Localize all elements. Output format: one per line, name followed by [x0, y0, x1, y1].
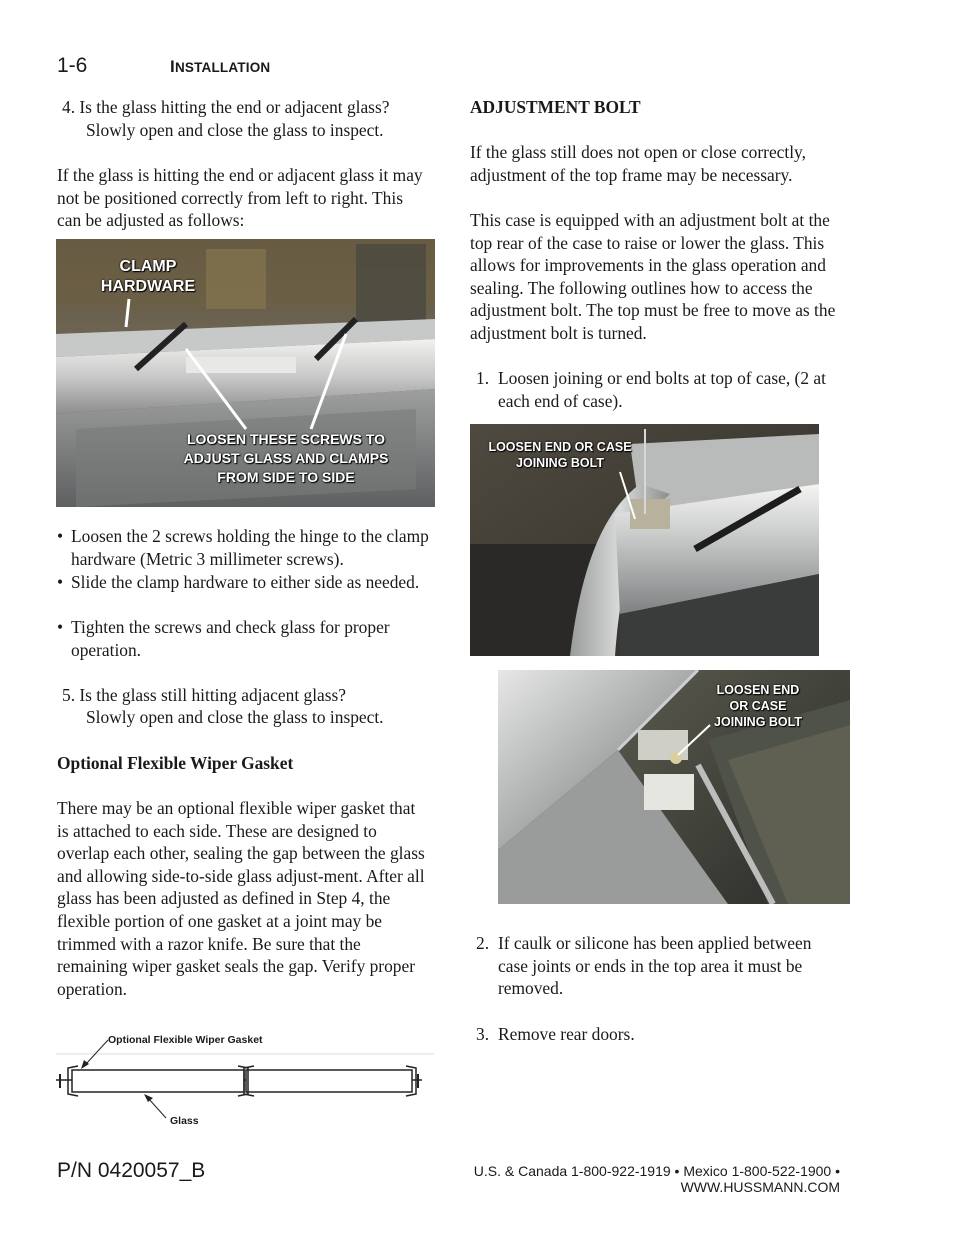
- list-item: [57, 571, 437, 594]
- joining-bolt-label-1: LOOSEN END OR CASE JOINING BOLT: [488, 440, 632, 470]
- bullet-text: Tighten the screws and check glass for proper operation.: [71, 617, 390, 660]
- bullet-text: Slide the clamp hardware to either side as needed.: [71, 572, 420, 592]
- wiper-gasket-heading: Optional Flexible Wiper Gasket: [57, 753, 294, 773]
- step-2-text: If caulk or silicone has been applied between case joints or ends in the top area it must be removed.: [498, 933, 812, 999]
- list-item: [57, 525, 437, 570]
- step-5-question: 5. Is the glass still hitting adjacent glass?: [62, 685, 346, 705]
- adjustment-intro-paragraph: If the glass still does not open or close correctly, adjustment of the top frame may be necessary.: [470, 142, 806, 185]
- list-item: [57, 616, 437, 661]
- step-3-number: 3.: [476, 1024, 490, 1044]
- bullet-icon: •: [57, 617, 64, 637]
- adjustment-bolt-heading: ADJUSTMENT BOLT: [470, 97, 641, 117]
- glass-position-paragraph: If the glass is hitting the end or adjacent glass it may not be positioned correctly from left to right. This can be adjusted as follows:: [57, 165, 423, 231]
- step-1-number: 1.: [476, 368, 490, 388]
- step-4-instruction: Slowly open and close the glass to inspect.: [86, 120, 384, 140]
- step-3-text: Remove rear doors.: [498, 1024, 635, 1044]
- section-title: [170, 57, 270, 77]
- page-number: 1-6: [57, 54, 88, 77]
- bullet-text: Loosen the 2 screws holding the hinge to the clamp hardware (Metric 3 millimeter screws).: [71, 526, 429, 569]
- step-1-text: Loosen joining or end bolts at top of case, (2 at each end of case).: [498, 368, 826, 411]
- joining-bolt-photo-1: [470, 424, 819, 656]
- contact-info: U.S. & Canada 1-800-922-1919 • Mexico 1-800-522-1900 • WWW.HUSSMANN.COM: [473, 1163, 840, 1195]
- bullet-icon: •: [57, 572, 64, 592]
- bullet-icon: •: [57, 526, 64, 546]
- joining-bolt-photo-2: [498, 670, 850, 904]
- section-title-initial: I: [170, 57, 175, 76]
- diagram-label-wiper-gasket: Optional Flexible Wiper Gasket: [108, 1034, 263, 1046]
- part-number: P/N 0420057_B: [57, 1159, 206, 1182]
- section-title-rest: NSTALLATION: [174, 60, 271, 75]
- wiper-gasket-diagram: [56, 1030, 434, 1130]
- step-2-number: 2.: [476, 933, 490, 953]
- step-4-question: 4. Is the glass hitting the end or adjacent glass?: [62, 97, 390, 117]
- diagram-label-glass: Glass: [170, 1115, 199, 1127]
- clamp-hardware-photo: [56, 239, 435, 507]
- joining-bolt-label-2: LOOSEN END OR CASE JOINING BOLT: [714, 683, 802, 729]
- adjustment-bolt-paragraph: This case is equipped with an adjustment bolt at the top rear of the case to raise or lower the glass. This allows for improvements in the glass operation and sealing. The following outlines how to access the adjustment bolt. The top must be free to move as the adjustment bolt is turned.: [470, 210, 836, 343]
- wiper-gasket-paragraph: There may be an optional flexible wiper gasket that is attached to each side. These are designed to overlap each other, sealing the gap between the glass and allowing side-to-side glass adjust-ment. After all glass has been adjusted as defined in Step 4, the flexible portion of one gasket at a joint may be trimmed with a razor knife. Be sure that the remaining wiper gasket seals the gap. Verify proper operation.: [57, 798, 425, 999]
- loosen-screws-label: LOOSEN THESE SCREWS TO ADJUST GLASS AND CLAMPS FROM SIDE TO SIDE: [183, 431, 389, 485]
- clamp-hardware-label: CLAMP HARDWARE: [100, 258, 196, 295]
- step-5-instruction: Slowly open and close the glass to inspect.: [86, 707, 384, 727]
